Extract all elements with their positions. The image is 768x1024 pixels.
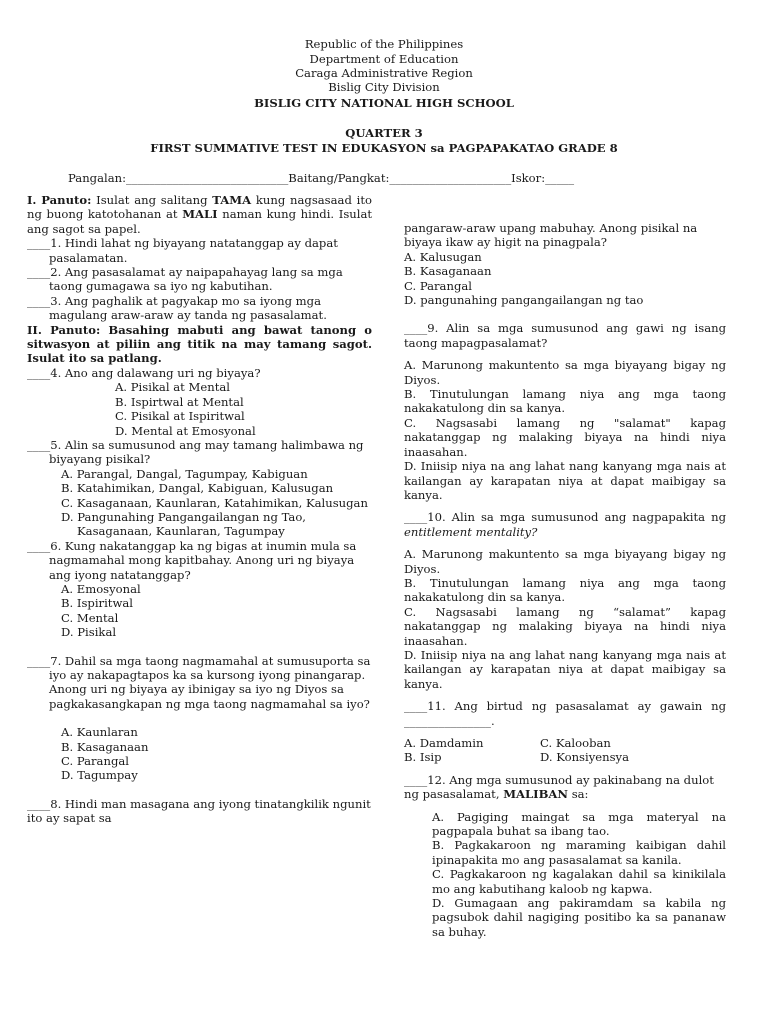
option: B. Ispirtwal at Mental [115, 394, 244, 409]
student-info-line: Pangalan:____________________________Baitang/Pangkat:_____________________Iskor:_____ [68, 171, 575, 185]
question-6-options [27, 582, 372, 640]
question-12-text: sa: [571, 787, 589, 802]
option: A. Kaunlaran [61, 725, 138, 740]
header-republic: Republic of the Philippines [304, 37, 464, 51]
part-1-number: I. [27, 193, 37, 207]
question-6: ____6. Kung nakatanggap ka ng bigas at inumin mula sa nagmamahal mong kapitbahay. Anong uri ng biyaya ang iyong natatanggap? [27, 538, 357, 582]
question-12-text: ____12. Ang mga sumusunod ay pakinabang na dulot ng pasasalamat, [404, 772, 714, 802]
question-4-options [27, 380, 372, 438]
option: D. Iniisip niya na ang lahat nang kanyang mga nais at kailangan ay karapatan niya at dapat maibigay sa kanya. [404, 647, 726, 691]
option: B. Tinutulungan lamang niya ang mga taong nakakatulong din sa kanya. [404, 387, 726, 416]
option: C. Parangal [61, 754, 129, 769]
option: A. Pisikal at Mental [115, 380, 230, 395]
option: D. Gumagaan ang pakiramdam sa kabila ng pagsubok dahil nagiging positibo ka sa pananaw sa buhay. [432, 896, 726, 939]
option: D. Pangunahing Pangangailangan ng Tao, Kasaganaan, Kaunlaran, Tagumpay [61, 509, 306, 539]
option: B. Pagkakaroon ng maraming kaibigan dahil ipinapakita mo ang pasasalamat sa kanila. [432, 838, 726, 867]
quarter-label: QUARTER 3 [345, 126, 423, 140]
question-5: ____5. Alin sa sumusunod ang may tamang halimbawa ng biyayang pisikal? [27, 437, 364, 467]
option: C. Pagkakaroon ng kagalakan dahil sa kinikilala mo ang kabutihang kaloob ng kapwa. [432, 867, 726, 896]
question-2: ____2. Ang pasasalamat ay naipapahayag lang sa mga taong gumagawa sa iyo ng kabutihan. [27, 265, 343, 294]
question-10 [404, 510, 726, 539]
option: A. Damdamin [404, 736, 484, 750]
option: B. Isip [404, 750, 442, 765]
header-deped: Department of Education [309, 52, 459, 66]
option: A. Kalusugan [404, 249, 482, 264]
option: B. Tinutulungan lamang niya ang mga taong nakakatulong din sa kanya. [404, 575, 726, 605]
test-title: FIRST SUMMATIVE TEST IN EDUKASYON sa PAGPAPAKATAO GRADE 8 [150, 141, 618, 155]
instruction-text: naman kung hindi. Isulat ang sagot sa papel. [27, 207, 373, 236]
option: A. Pagiging maingat sa mga materyal na pagpapala buhat sa ibang tao. [432, 809, 726, 839]
option: A. Emosyonal [61, 581, 141, 596]
option: D. pangunahing pangangailangan ng tao [404, 293, 644, 308]
option: D. Pisikal [61, 625, 117, 640]
option: C. Parangal [404, 278, 472, 293]
entitlement-mentality-term: entitlement mentality? [404, 524, 538, 539]
question-10-text: ____10. Alin sa mga sumusunod ang nagpapakita ng [404, 510, 726, 525]
option: B. Katahimikan, Dangal, Kabiguan, Kalusugan [61, 481, 334, 496]
right-column [404, 221, 726, 939]
question-8: ____8. Hindi man masagana ang iyong tinatangkilik ngunit ito ay sapat sa [27, 796, 371, 826]
option: A. Parangal, Dangal, Tagumpay, Kabiguan [61, 466, 308, 481]
instruction-part-2: II. Panuto: Basahing mabuti ang bawat tanong o sitwasyon at piliin ang titik na may tamang sagot. Isulat ito sa patlang. [27, 322, 372, 366]
option: D. Iniisip niya na ang lahat nang kanyang mga nais at kailangan ay karapatan niya at dapat maibigay sa kanya. [404, 459, 726, 502]
header-division: Bislig City Division [328, 80, 440, 94]
option: B. Kasaganaan [61, 739, 149, 754]
option: C. Nagsasabi lamang ng "salamat" kapag nakatanggap ng malaking biyaya na hindi niya inaasahan. [404, 415, 726, 459]
option: D. Mental at Emosyonal [115, 423, 256, 438]
question-7-options [27, 725, 372, 783]
question-9-options [404, 358, 726, 502]
question-11: ____11. Ang birtud ng pasasalamat ay gawain ng _______________. [404, 699, 726, 728]
option: A. Marunong makuntento sa mga biyayang bigay ng Diyos. [404, 547, 726, 576]
question-1: ____1. Hindi lahat ng biyayang natatanggap ay dapat pasalamatan. [27, 236, 338, 265]
question-12-options [404, 810, 726, 940]
instruction-text: kung nagsasaad ito ng buong katotohanan at [27, 193, 372, 222]
question-8-options [404, 250, 726, 308]
tama-keyword: TAMA [212, 193, 252, 207]
option: D. Tagumpay [61, 768, 138, 783]
mali-keyword: MALI [182, 207, 218, 222]
question-12 [404, 773, 726, 802]
question-9: ____9. Alin sa mga sumusunod ang gawi ng isang taong mapagpasalamat? [404, 321, 726, 350]
option: C. Mental [61, 610, 119, 625]
question-5-options [27, 467, 372, 539]
question-8-continued: pangaraw-araw upang mabuhay. Anong pisikal na biyaya ikaw ay higit na pinagpala? [404, 221, 698, 250]
left-column [27, 193, 372, 826]
question-4: ____4. Ano ang dalawang uri ng biyaya? [27, 365, 261, 380]
header-region: Caraga Administrative Region [295, 66, 473, 80]
maliban-keyword: MALIBAN [503, 787, 568, 802]
question-10-options [404, 547, 726, 691]
question-11-options [404, 736, 726, 765]
option: C. Kalooban [540, 736, 611, 750]
option: D. Konsiyensya [540, 750, 629, 765]
instruction-part-1 [27, 193, 372, 236]
instruction-text: Isulat ang salitang [96, 193, 208, 207]
option: C. Kasaganaan, Kaunlaran, Katahimikan, Kalusugan [61, 495, 368, 510]
instruction-label: Panuto: [41, 193, 92, 207]
question-7: ____7. Dahil sa mga taong nagmamahal at sumusuporta sa iyo ay nakapagtapos ka sa kursong iyong pinangarap. Anong uri ng biyaya ay ibinigay sa iyo ng Diyos sa pagkakasangkapan ng mga taong nagmamahal sa iyo? [27, 653, 371, 711]
option: C. Nagsasabi lamang ng “salamat” kapag nakatanggap ng malaking biyaya na hindi niya inaasahan. [404, 604, 726, 648]
option: B. Ispiritwal [61, 596, 134, 611]
question-3: ____3. Ang paghalik at pagyakap mo sa iyong mga magulang araw-araw ay tanda ng pasasalamat. [27, 293, 327, 323]
option: A. Marunong makuntento sa mga biyayang bigay ng Diyos. [404, 358, 726, 387]
school-name: BISLIG CITY NATIONAL HIGH SCHOOL [254, 96, 514, 110]
option: C. Pisikal at Ispiritwal [115, 409, 245, 424]
option: B. Kasaganaan [404, 264, 492, 279]
